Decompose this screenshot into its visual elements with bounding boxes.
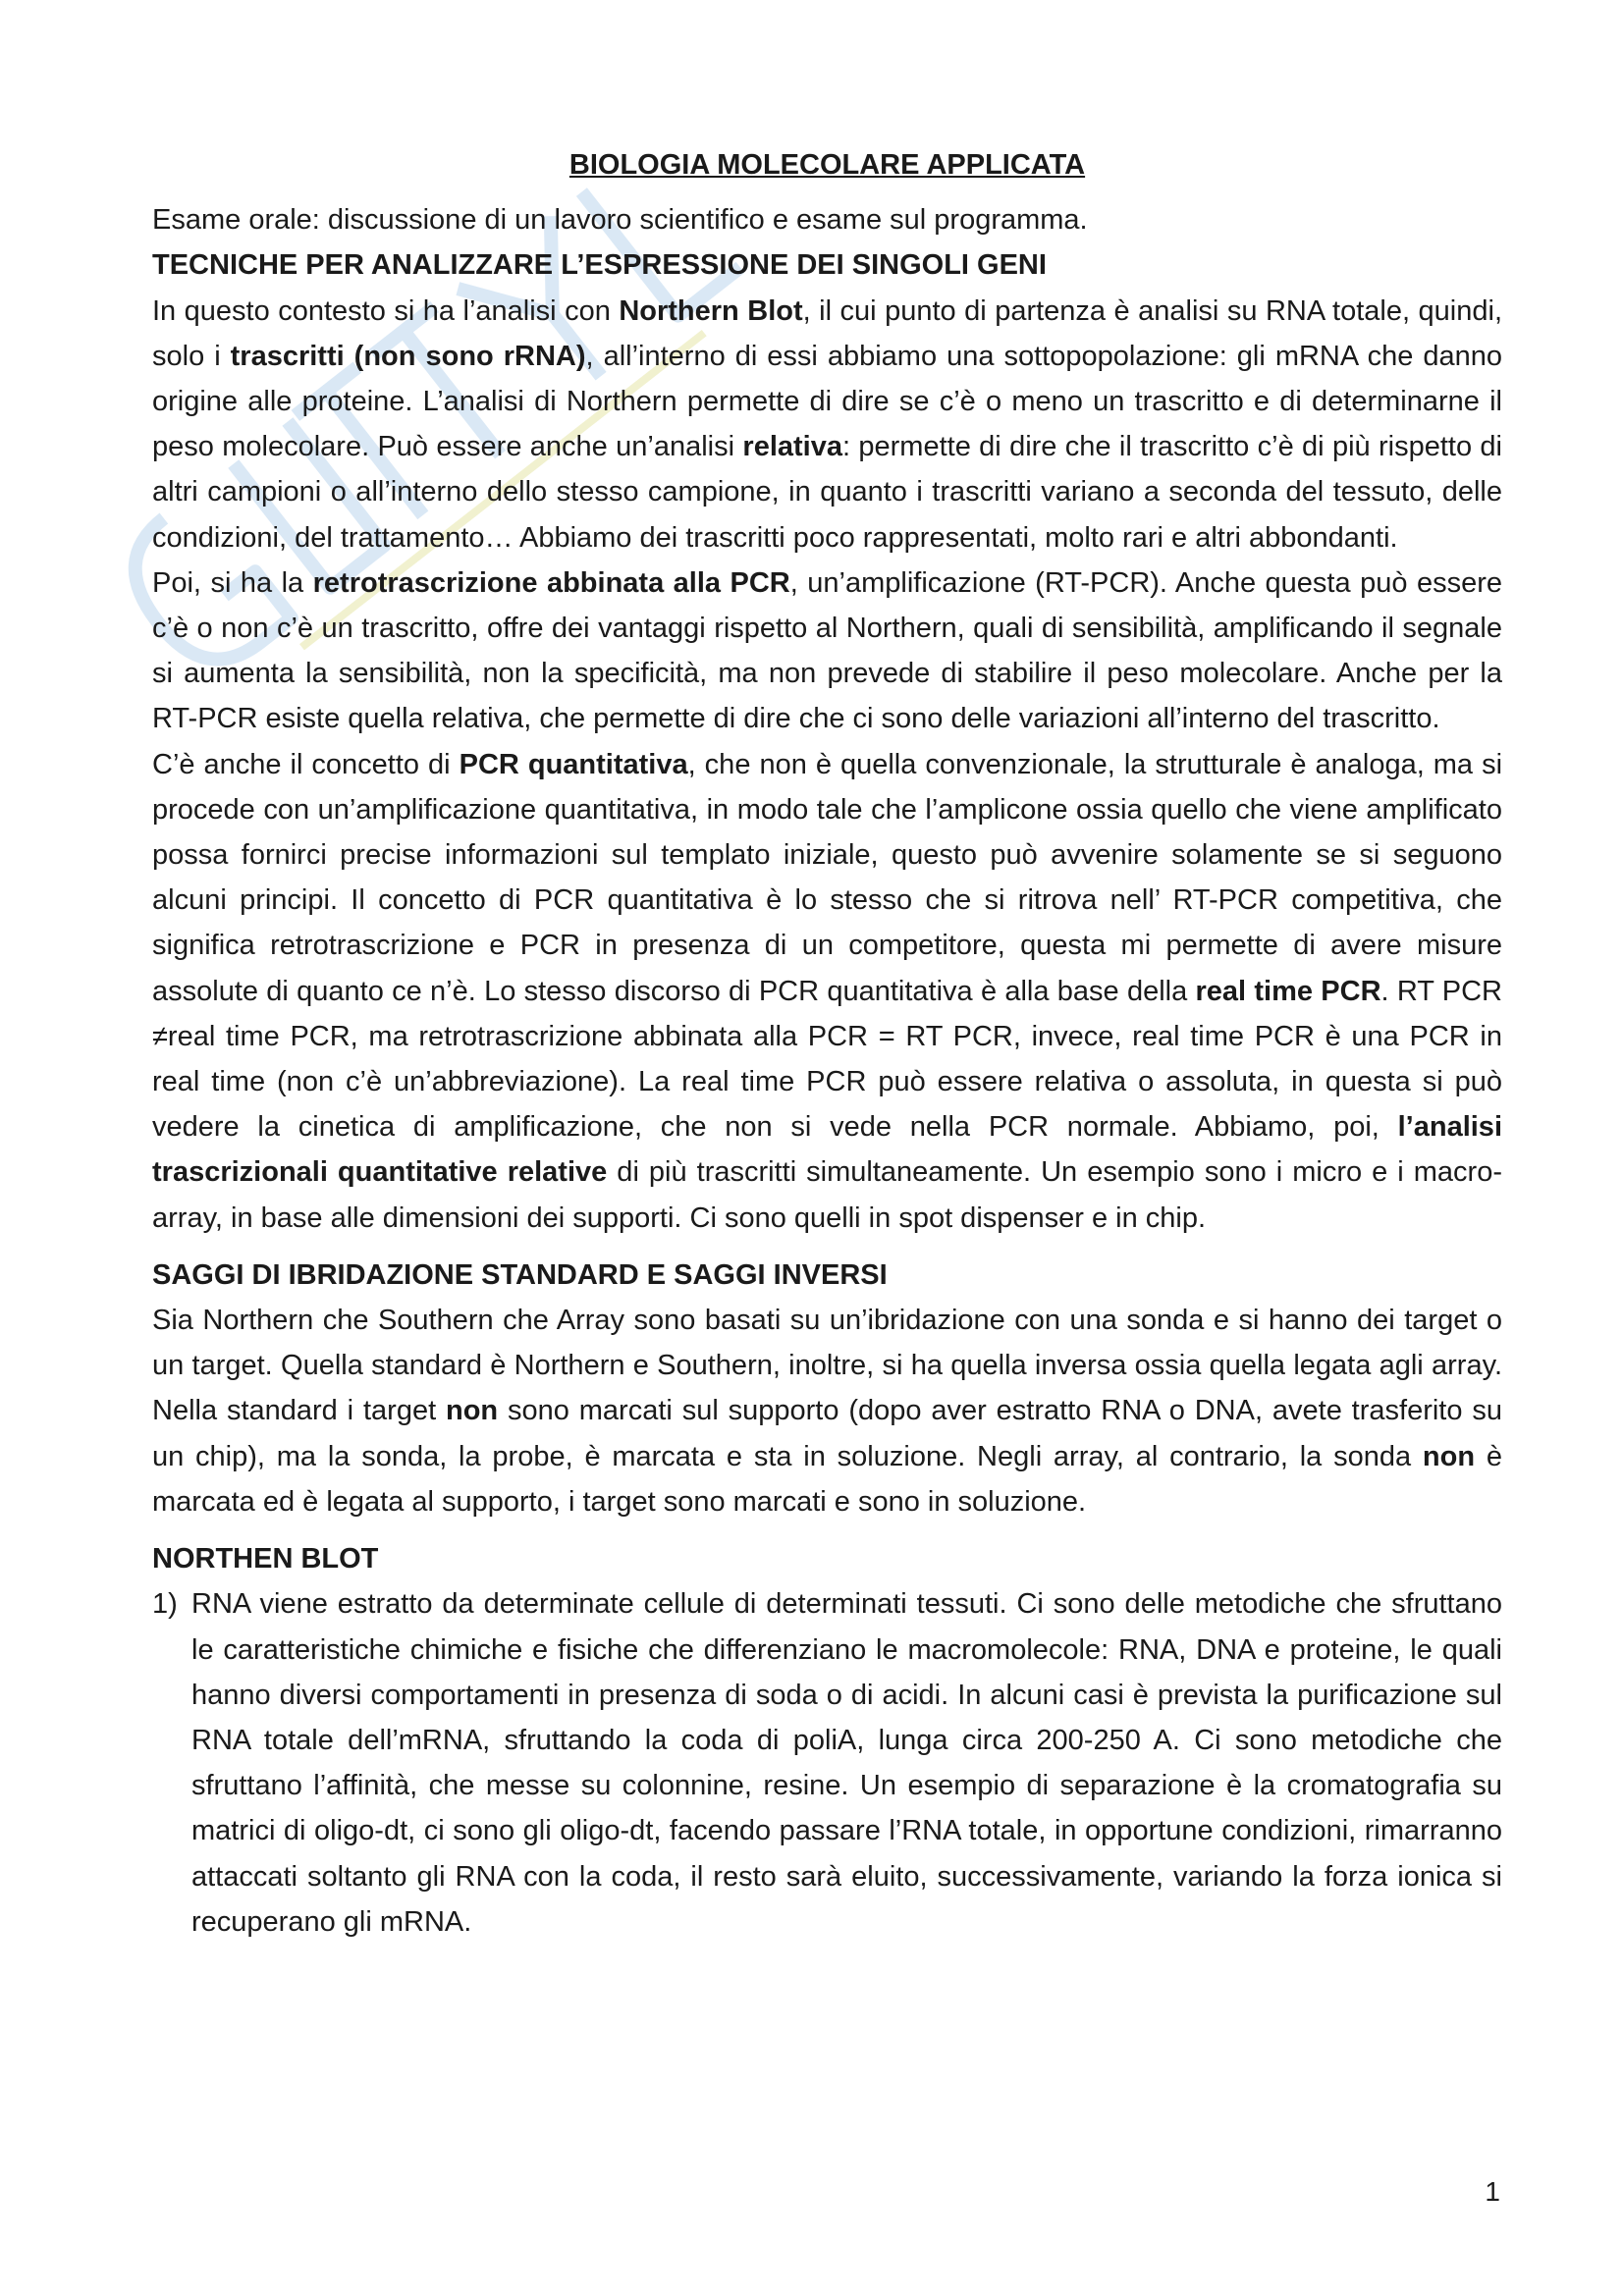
section-heading-tecniche: TECNICHE PER ANALIZZARE L’ESPRESSIONE DEI SINGOLI GENI [152,249,1047,282]
paragraph-rtpcr: Poi, si ha la retrotrascrizione abbinata alla PCR, un’amplificazione (RT-PCR). Anche questa può essere c’è o non c’è un trascritto, offre dei vantaggi rispetto al Northern, quali di sensibilità, amplificando il segnale si aumenta la sensibilità, non la specificità, ma non prevede di stabilire il peso molecolare. Anche per la RT-PCR esiste quella relativa, che permette di dire che ci sono delle variazioni all’interno del trascritto. [152,566,1502,735]
list-item-number: 1) [152,1588,178,1621]
document-body [152,142,1502,1945]
section-heading-saggi: SAGGI DI IBRIDAZIONE STANDARD E SAGGI INVERSI [152,1258,888,1291]
document-title: BIOLOGIA MOLECOLARE APPLICATA [568,149,1086,181]
section-heading-northen-blot: NORTHEN BLOT [152,1543,379,1575]
page-number: 1 [1485,2176,1500,2207]
paragraph-pcr-quantitativa: C’è anche il concetto di PCR quantitativa, che non è quella convenzionale, la strutturale è analoga, ma si procede con un’amplificazione quantitativa, in modo tale che l’amplicone ossia quello che viene amplificato possa fornirci precise informazioni sul templato iniziale, questo può avvenire solamente se si seguono alcuni principi. Il concetto di PCR quantitativa è lo stesso che si ritrova nell’ RT-PCR competitiva, che significa retrotrascrizione e PCR in presenza di un competitore, questa mi permette di avere misure assolute di quanto ce n’è. Lo stesso discorso di PCR quantitativa è alla base della real time PCR. RT PCR ≠real time PCR, ma retrotrascrizione abbinata alla PCR = RT PCR, invece, real time PCR è una PCR in real time (non c’è un’abbreviazione). La real time PCR può essere relativa o assoluta, in questa si può vedere la cinetica di amplificazione, che non si vede nella PCR normale. Abbiamo, poi, l’analisi trascrizionali quantitative relative di più trascritti simultaneamente. Un esempio sono i micro e i macro-array, in base alle dimensioni dei supporti. Ci sono quelli in spot dispenser e in chip. [152,748,1503,1234]
paragraph-northern: In questo contesto si ha l’analisi con Northern Blot, il cui punto di partenza è analisi su RNA totale, quindi, solo i trascritti (non sono rRNA), all’interno di essi abbiamo una sottopopolazione: gli mRNA che danno origine alle proteine. L’analisi di Northern permette di dire se c’è o meno un trascritto e di determinarne il peso molecolare. Può essere anche un’analisi relativa: permette di dire che il trascritto c’è di più rispetto di altri campioni o all’interno dello stesso campione, in quanto i trascritti variano a seconda del tessuto, delle condizioni, del trattamento… Abbiamo dei trascritti poco rappresentati, molto rari e altri abbondanti. [152,294,1502,554]
intro-text: Esame orale: discussione di un lavoro scientifico e esame sul programma. [152,204,1088,237]
list-item [152,1581,1502,1945]
list-item-text: RNA viene estratto da determinate cellule di determinati tessuti. Ci sono delle metodiche che sfruttano le caratteristiche chimiche e fisiche che differenziano le macromolecole: RNA, DNA e proteine, le quali hanno diversi comportamenti in presenza di soda o di acidi. In alcuni casi è prevista la purificazione sul RNA totale dell’mRNA, sfruttando la coda di poliA, lunga circa 200-250 A. Ci sono metodiche che sfruttano l’affinità, che messe su colonnine, resine. Un esempio di separazione è la cromatografia su matrici di oligo-dt, ci sono gli oligo-dt, facendo passare l’RNA totale, in opportune condizioni, rimarranno attaccati soltanto gli RNA con la coda, il resto sarà eluito, successivamente, variando la forza ionica si recuperano gli mRNA. [191,1588,1502,1938]
paragraph-saggi: Sia Northern che Southern che Array sono basati su un’ibridazione con una sonda e si hanno dei target o un target. Quella standard è Northern e Southern, inoltre, si ha quella inversa ossia quella legata agli array. Nella standard i target non sono marcati sul supporto (dopo aver estratto RNA o DNA, avete trasferito su un chip), ma la sonda, la probe, è marcata e sta in soluzione. Negli array, al contrario, la sonda non è marcata ed è legata al supporto, i target sono marcati e sono in soluzione. [152,1305,1502,1518]
